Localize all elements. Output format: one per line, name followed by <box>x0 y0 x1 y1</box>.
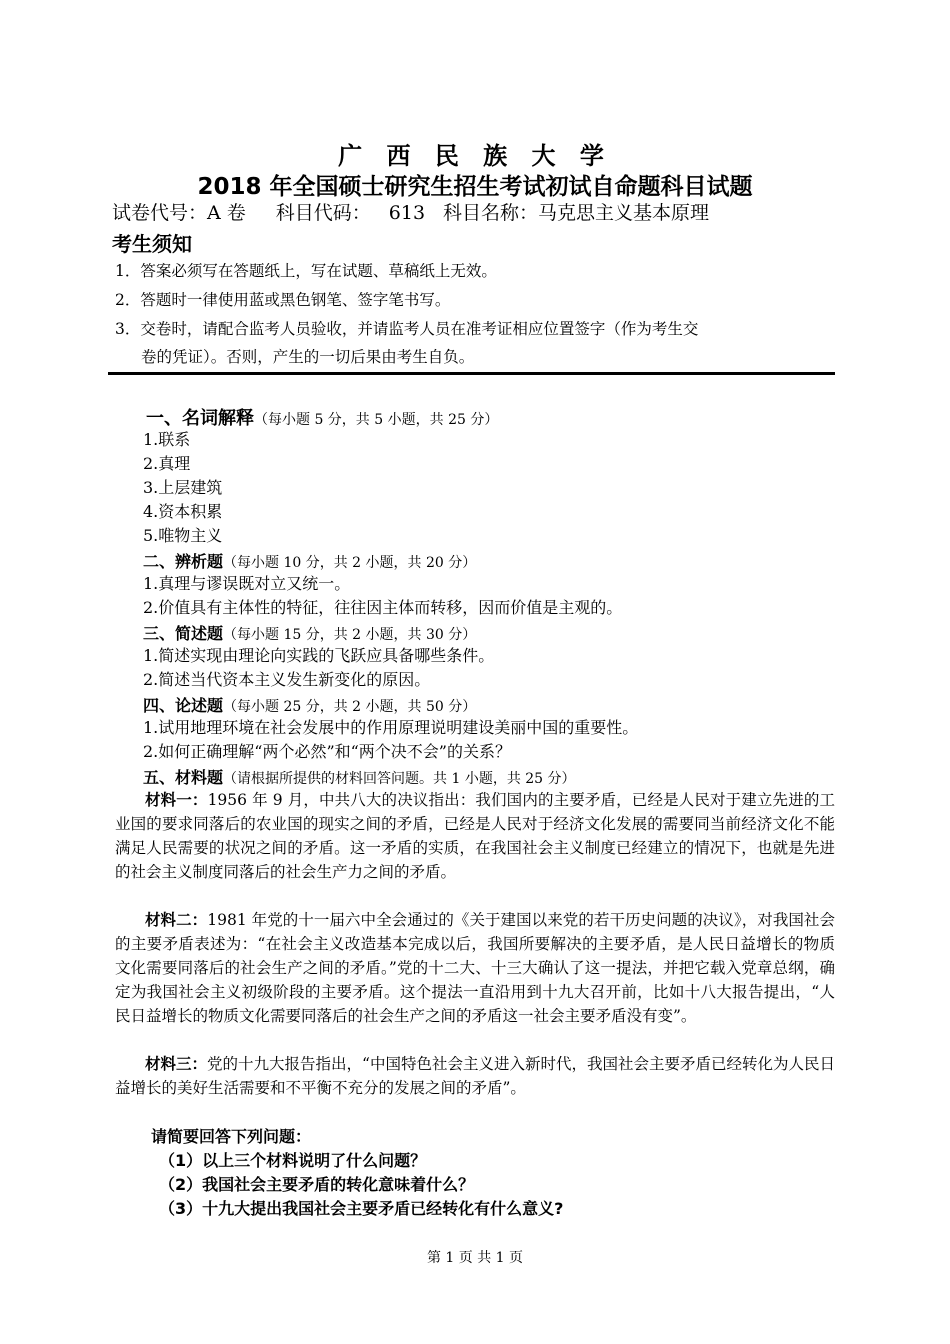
section-3-note: （每小题 15 分，共 2 小题，共 30 分） <box>223 627 477 643</box>
notice-heading: 考生须知 <box>112 232 192 256</box>
question-item: 2.简述当代资本主义发生新变化的原因。 <box>143 670 431 689</box>
section-5-note: （请根据所提供的材料回答问题。共 1 小题，共 25 分） <box>223 771 576 787</box>
term-item: 2.真理 <box>143 454 191 473</box>
notice-item-1: 1．答案必须写在答题纸上，写在试题、草稿纸上无效。 <box>115 262 497 280</box>
sub-question: （1）以上三个材料说明了什么问题？ <box>159 1151 427 1170</box>
section-2-note: （每小题 10 分，共 2 小题，共 20 分） <box>223 555 477 571</box>
paper-code: 试卷代号：A 卷 <box>112 202 246 224</box>
term-item: 4.资本积累 <box>143 502 223 521</box>
notice-item-2: 2．答题时一律使用蓝或黑色钢笔、签字笔书写。 <box>115 291 451 309</box>
question-item: 2.如何正确理解“两个必然”和“两个决不会”的关系？ <box>143 742 511 761</box>
section-1-note: （每小题 5 分，共 5 小题，共 25 分） <box>254 412 499 428</box>
notice-item-3: 3．交卷时，请配合监考人员验收，并请监考人员在准考证相应位置签字（作为考生交 <box>115 320 699 338</box>
section-1-heading <box>146 404 498 430</box>
sub-question: （3）十九大提出我国社会主要矛盾已经转化有什么意义? <box>159 1199 564 1218</box>
university-title: 广 西 民 族 大 学 <box>338 142 612 170</box>
term-item: 1.联系 <box>143 430 191 449</box>
subject-name: 科目名称：马克思主义基本原理 <box>443 202 710 224</box>
material-1-text: 1956 年 9 月，中共八大的决议指出：我们国内的主要矛盾，已经是人民对于建立先进的工业国的要求同落后的农业国的现实之间的矛盾，已经是人民对于经济文化发展的需要同当前经济文化不能满足人民需要的状况之间的矛盾。这一矛盾的实质，在我国社会主义制度已经建立的情况下，也就是先进的社会主义制度同落后的社会生产力之间的矛盾。 <box>115 791 835 881</box>
term-item: 5.唯物主义 <box>143 526 223 545</box>
section-1-title: 一、名词解释 <box>146 408 254 429</box>
section-4-title: 四、论述题 <box>143 696 224 715</box>
material-3-text: 党的十九大报告指出，“中国特色社会主义进入新时代，我国社会主要矛盾已经转化为人民日益增长的美好生活需要和不平衡不充分的发展之间的矛盾”。 <box>115 1055 835 1097</box>
exam-codes-line <box>112 198 709 225</box>
material-1-label: 材料一： <box>145 791 208 809</box>
question-item: 1.试用地理环境在社会发展中的作用原理说明建设美丽中国的重要性。 <box>143 718 639 737</box>
term-item: 3.上层建筑 <box>143 478 223 497</box>
material-3 <box>115 1052 835 1100</box>
subject-code: 613 <box>388 202 426 224</box>
material-1 <box>115 788 835 884</box>
section-5-heading <box>143 765 576 788</box>
section-2-title: 二、辨析题 <box>143 552 224 571</box>
section-4-heading <box>143 693 476 716</box>
page-number: 第 1 页 共 1 页 <box>426 1250 524 1266</box>
sub-question: （2）我国社会主要矛盾的转化意味着什么？ <box>159 1175 475 1194</box>
ask-heading: 请简要回答下列问题： <box>151 1127 312 1146</box>
notice-item-3-cont: 卷的凭证）。否则，产生的一切后果由考生自负。 <box>141 348 475 366</box>
material-2-label: 材料二： <box>145 911 208 929</box>
question-item: 1.简述实现由理论向实践的飞跃应具备哪些条件。 <box>143 646 495 665</box>
exam-title: 2018 年全国硕士研究生招生考试初试自命题科目试题 <box>197 174 753 200</box>
section-4-note: （每小题 25 分，共 2 小题，共 50 分） <box>223 699 477 715</box>
material-2-text: 1981 年党的十一届六中全会通过的《关于建国以来党的若干历史问题的决议》，对我国社会的主要矛盾表述为：“在社会主义改造基本完成以后，我国所要解决的主要矛盾，是人民日益增长的物质文化需要同落后的社会生产之间的矛盾。”党的十二大、十三大确认了这一提法，并把它载入党章总纲，确定为我国社会主义初级阶段的主要矛盾。这个提法一直沿用到十九大召开前，比如十八大报告提出，“人民日益增长的物质文化需要同落后的社会生产之间的矛盾这一社会主要矛盾没有变”。 <box>115 911 835 1025</box>
question-item: 2.价值具有主体性的特征，往往因主体而转移，因而价值是主观的。 <box>143 598 623 617</box>
subject-code-label: 科目代码： <box>275 202 371 224</box>
question-item: 1.真理与谬误既对立又统一。 <box>143 574 351 593</box>
section-3-heading <box>143 621 476 644</box>
section-5-title: 五、材料题 <box>143 768 224 787</box>
material-3-label: 材料三： <box>145 1055 208 1073</box>
divider-rule <box>108 372 835 375</box>
section-3-title: 三、简述题 <box>143 624 224 643</box>
section-2-heading <box>143 549 476 572</box>
material-2 <box>115 908 835 1028</box>
